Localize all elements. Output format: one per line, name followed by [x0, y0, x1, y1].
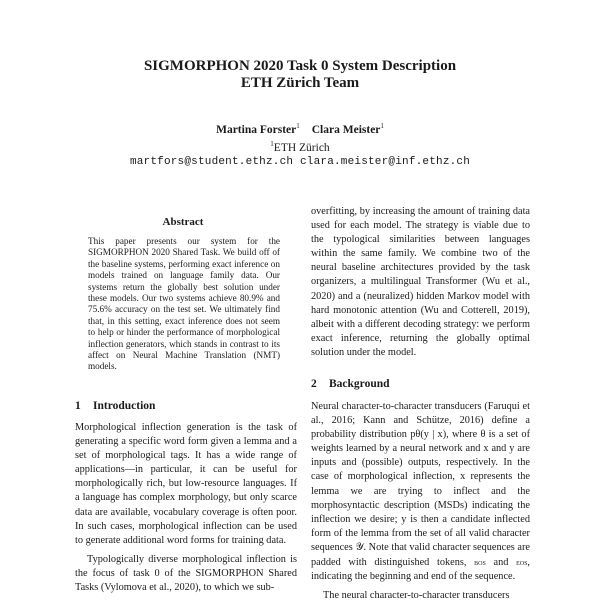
author-1-affil: 1	[296, 122, 300, 130]
abstract-text: This paper presents our system for the SIGMORPHON 2020 Shared Task. We build off of the baseline systems, performing exact inference on models trained on language family data. Our systems return the globally best solution under these models. Our two systems achieve 80.9% and 75.6% accuracy on the test set. We ultimately find that, in this setting, exact inference does not seem to help or hinder the performance of morphological inflection generators, which stands in contrast to its affect on Neural Machine Translation (NMT) models.	[88, 236, 280, 372]
eos-token: eos	[516, 557, 528, 568]
section-2-body	[311, 400, 530, 603]
author-2: Clara Meister	[311, 123, 381, 136]
author-2-affil: 1	[380, 122, 384, 130]
bos-token: bos	[474, 557, 486, 568]
background-text-a: Neural character-to-character transducers (Faruqui et al., 2016; Kann and Schütze, 2016) define a probability distribution pθ(y | x), where θ is a set of weights learned by a neural network and x and y are inputs and (possible) outputs, respectively. In the case of morphological inflection, x represents the lemma we are trying to inflect and the morphosyntactic description (MSDs) indicating the inflection we desire; y is then a candidate inflected form of the lemma from the set of all valid character sequences 𝒴. Note that valid character sequences are padded with distinguished tokens,	[311, 401, 530, 569]
author-1: Martina Forster	[216, 123, 297, 136]
section-2-heading	[311, 378, 390, 390]
background-paragraph-2: The neural character-to-character transducers	[323, 590, 510, 602]
section-1-body	[75, 421, 297, 595]
affiliation	[0, 137, 600, 155]
section-1-number: 1	[75, 400, 81, 412]
right-column-continuation: overfitting, by increasing the amount of training data used for each model. The strategy is viable due to the typological similarities between languages within the same family. We combine two of the neural baseline architectures provided by the task organizers, a multilingual Transformer (Wu et al., 2020) and a (neuralized) hidden Markov model with hard monotonic attention (Wu and Cotterell, 2019), albeit with a different decoding strategy: we perform exact inference, returning the globally optimal solution under the model.	[311, 206, 530, 358]
section-2-title: Background	[329, 378, 390, 390]
section-1-heading	[75, 400, 155, 412]
email-1: martfors@student.ethz.ch	[129, 155, 294, 168]
email-2: clara.meister@inf.ethz.ch	[300, 155, 471, 168]
intro-paragraph-2: Typologically diverse morphological inflection is the focus of task 0 of the SIGMORPHON Shared Tasks (Vylomova et al., 2020), to which we sub-	[75, 553, 297, 594]
section-1-title: Introduction	[93, 400, 156, 412]
author-block	[0, 119, 600, 169]
and-word: and	[493, 557, 509, 569]
author-names	[0, 119, 600, 137]
author-emails	[0, 155, 600, 169]
paper-title	[0, 58, 600, 92]
abstract-heading: Abstract	[162, 216, 204, 228]
title-line-2: ETH Zürich Team	[240, 75, 360, 91]
affiliation-marker: 1	[270, 139, 274, 148]
section-2-number: 2	[311, 378, 317, 390]
intro-paragraph-1: Morphological inflection generation is the task of generating a specific word form given a lemma and a set of morphological tags. It has a wide range of applications—in particular, it can be useful for morphologically rich, but low-resource languages. If a language has complex morphology, but only scarce data are available, vocabulary coverage is often poor. In such cases, morphological inflection can be used to generate additional word forms for training data.	[75, 422, 297, 546]
background-text-b: , indicating the beginning and end of the sequence.	[311, 557, 530, 583]
title-line-1: SIGMORPHON 2020 Task 0 System Description	[143, 58, 457, 74]
affiliation-name: ETH Zürich	[273, 141, 330, 154]
background-paragraph-1	[311, 400, 530, 584]
